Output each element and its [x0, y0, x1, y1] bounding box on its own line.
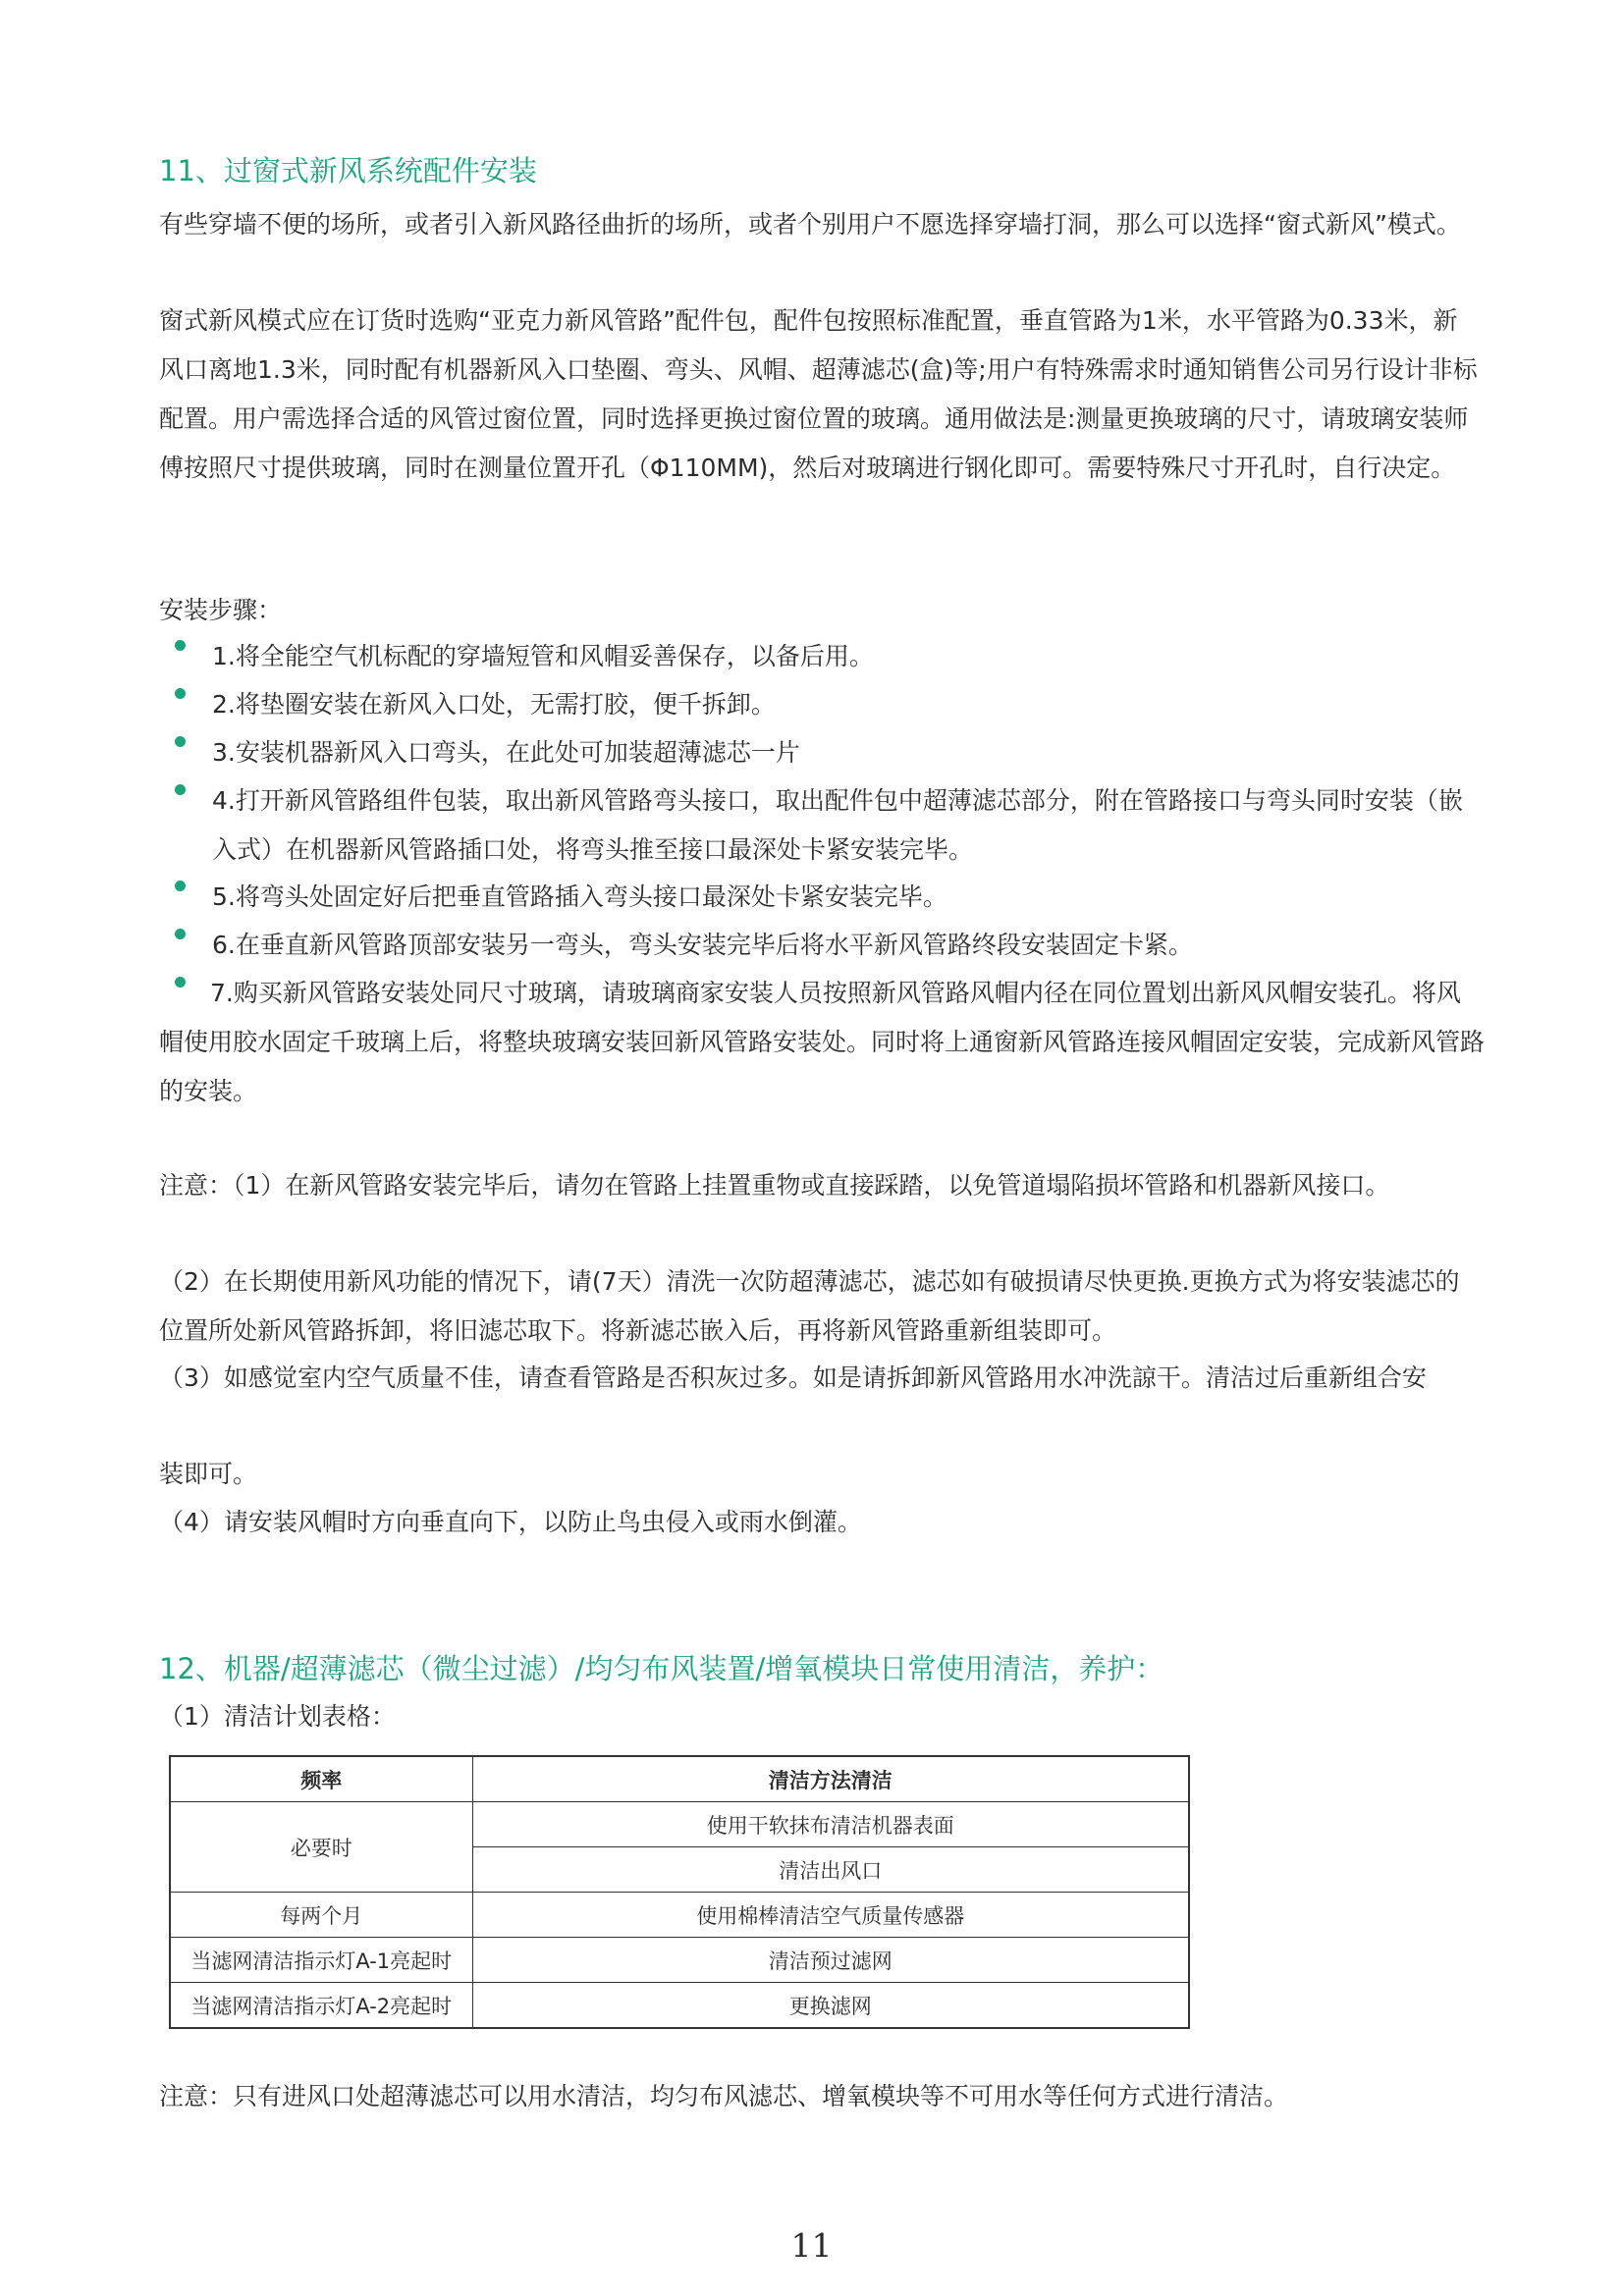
table-row [170, 1893, 1189, 1938]
table-cell-frequency: 必要时 [170, 1802, 472, 1893]
page-number: 11 [790, 2226, 833, 2265]
table-cell-frequency: 每两个月 [170, 1893, 472, 1938]
table-cell-frequency: 当滤网清洁指示灯A-1亮起时 [170, 1938, 472, 1983]
table-cell-method: 使用干软抹布清洁机器表面 [472, 1802, 1189, 1847]
note-2: （2）在长期使用新风功能的情况下，请(7天）清洗一次防超薄滤芯，滤芯如有破损请尽快更换.更换方式为将安装滤芯的位置所处新风管路拆卸，将旧滤芯取下。将新滤芯嵌入后，再将新风管路重新组装即可。 [159, 1267, 1460, 1345]
cleaning-plan-table [169, 1755, 1190, 2029]
note-3: （3）如感觉室内空气质量不佳，请查看管路是否积灰过多。如是请拆卸新风管路用水冲洗諒干。清洁过后重新组合安 [159, 1363, 1427, 1392]
bullet-dot-icon [175, 640, 186, 651]
table-row [170, 1983, 1189, 2029]
table-cell-method: 使用棉棒清洁空气质量传感器 [472, 1893, 1189, 1938]
step-item-4: 4.打开新风管路组件包装，取出新风管路弯头接口，取出配件包中超薄滤芯部分，附在管路接口与弯头同时安装（嵌入式）在机器新风管路插口处，将弯头推至接口最深处卡紧安装完毕。 [212, 786, 1463, 864]
bullet-dot-icon [175, 688, 186, 699]
table-row [170, 1938, 1189, 1983]
step-item-5: 5.将弯头处固定好后把垂直管路插入弯头接口最深处卡紧安装完毕。 [212, 882, 947, 911]
section-11-title: 11、过窗式新风系统配件安装 [159, 154, 537, 187]
table-header-frequency: 频率 [170, 1756, 472, 1802]
table-cell-method: 清洁预过滤网 [472, 1938, 1189, 1983]
steps-title: 安装步骤： [159, 596, 283, 624]
bullet-dot-icon [175, 784, 186, 795]
table-header-method: 清洁方法清洁 [472, 1756, 1189, 1802]
section-11-body: 窗式新风模式应在订货时选购“亚克力新风管路”配件包，配件包按照标准配置，垂直管路为1米，水平管路为0.33米，新风口离地1.3米，同时配有机器新风入口垫圈、弯头、风帽、超薄滤芯(盒)等;用户有特殊需求时通知销售公司另行设计非标配置。用户需选择合适的风管过窗位置，同时选择更换过窗位置的玻璃。通用做法是:测量更换玻璃的尺寸，请玻璃安装师傅按照尺寸提供玻璃，同时在测量位置开孔（Φ110MM)，然后对玻璃进行钢化即可。需要特殊尺寸开孔时，自行决定。 [159, 306, 1478, 482]
note-3-continued: 装即可。 [159, 1460, 258, 1488]
bullet-dot-icon [175, 881, 186, 891]
table-header-row [170, 1756, 1189, 1802]
step-item-2: 2.将垫圈安装在新风入口处，无需打胶，便千拆卸。 [212, 690, 776, 719]
bullet-dot-icon [175, 736, 186, 747]
table-row [170, 1802, 1189, 1847]
table-cell-method: 清洁出风口 [472, 1847, 1189, 1893]
table-cell-frequency: 当滤网清洁指示灯A-2亮起时 [170, 1983, 472, 2029]
step-item-6: 6.在垂直新风管路顶部安装另一弯头，弯头安装完毕后将水平新风管路终段安装固定卡紧。 [212, 931, 1193, 959]
cleaning-plan-subtitle: （1）清洁计划表格： [159, 1702, 396, 1731]
table-cell-method: 更换滤网 [472, 1983, 1189, 2029]
step-item-3: 3.安装机器新风入口弯头，在此处可加装超薄滤芯一片 [212, 738, 800, 767]
note-4: （4）请安装风帽时方向垂直向下，以防止鸟虫侵入或雨水倒灌。 [159, 1508, 862, 1536]
section-11-intro: 有些穿墙不便的场所，或者引入新风路径曲折的场所，或者个别用户不愿选择穿墙打洞，那么可以选择“窗式新风”模式。 [159, 210, 1461, 239]
bullet-dot-icon [175, 929, 186, 939]
note-1: 注意：（1）在新风管路安装完毕后，请勿在管路上挂置重物或直接踩踏，以免管道塌陷损坏管路和机器新风接口。 [159, 1171, 1390, 1200]
step-item-1: 1.将全能空气机标配的穿墙短管和风帽妥善保存，以备后用。 [212, 642, 874, 670]
section-12-note: 注意：只有进风口处超薄滤芯可以用水清洁，均匀布风滤芯、增氧模块等不可用水等任何方式进行清洁。 [159, 2082, 1289, 2110]
section-12-title: 12、机器/超薄滤芯（微尘过滤）/均匀布风装置/增氧模块日常使用清洁，养护： [159, 1652, 1164, 1685]
step-item-7: 7.购买新风管路安装处同尺寸玻璃，请玻璃商家安装人员按照新风管路风帽内径在同位置划出新风风帽安装孔。将风帽使用胶水固定千玻璃上后，将整块玻璃安装回新风管路安装处。同时将上通窗新风管路连接风帽固定安装，完成新风管路的安装。 [159, 979, 1486, 1105]
